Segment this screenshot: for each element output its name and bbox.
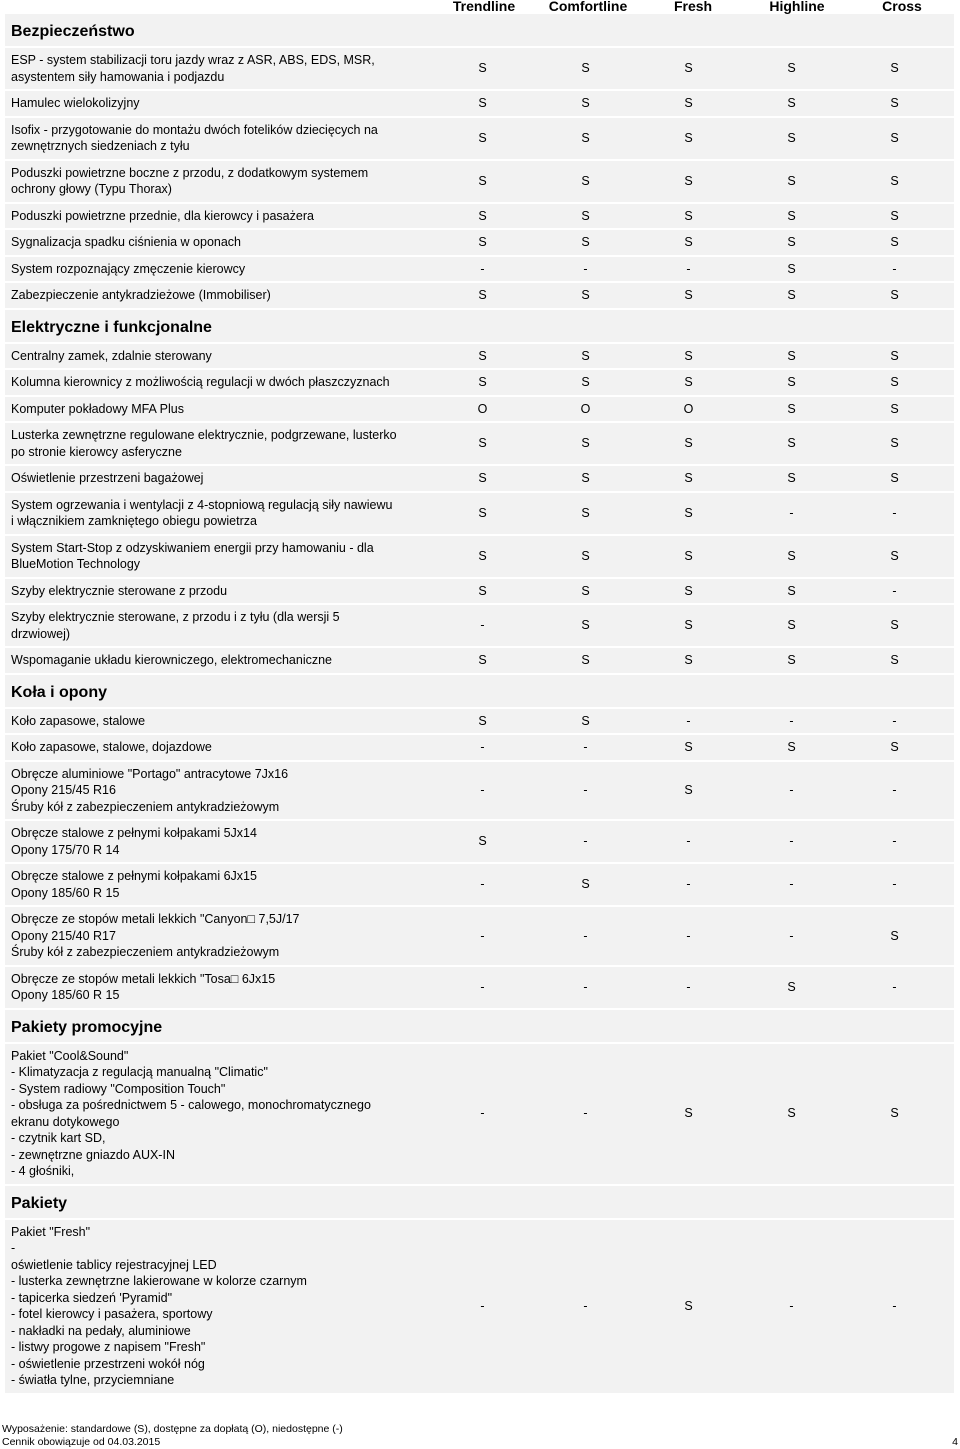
availability-value: - [583, 1298, 588, 1313]
availability-value: S [684, 348, 693, 363]
availability-value: S [787, 548, 796, 563]
availability-value: S [478, 375, 487, 389]
table-row [5, 91, 954, 116]
availability-value: - [892, 713, 897, 728]
table-row [5, 344, 954, 369]
availability-value: S [581, 208, 590, 223]
table-row [5, 821, 954, 862]
column-fresh: Fresh [673, 0, 713, 14]
availability-value: S [890, 375, 899, 389]
availability-cells [431, 536, 954, 577]
availability-cells [431, 257, 954, 282]
feature-label: Obręcze stalowe z pełnymi kołpakami 5Jx14 Opony 175/70 R 14 [11, 826, 257, 857]
availability-value: - [789, 505, 794, 520]
availability-value: S [581, 436, 590, 451]
availability-value: S [581, 235, 590, 249]
availability-value: S [581, 471, 590, 485]
availability-value: - [892, 583, 897, 598]
feature-label: Pakiet "Cool&Sound" - Klimatyzacja z regulacją manualną "Climatic" - System radiowy "Composition Touch" - obsługa za pośrednictwem 5 - calowego, monochromatycznego ekranu dotykowego - czytnik kart SD, - zewnętrzne gniazdo AUX-IN - 4 głośniki, [11, 1048, 371, 1178]
availability-value: S [581, 505, 590, 520]
availability-value: - [480, 979, 485, 994]
availability-value: S [478, 348, 487, 363]
table-row [5, 466, 954, 491]
availability-value: - [892, 1298, 897, 1313]
availability-value: - [480, 740, 485, 754]
availability-value: S [787, 96, 796, 110]
legend-note: Wyposażenie: standardowe (S), dostępne za dopłatą (O), niedostępne (-) [2, 1423, 343, 1435]
availability-value: S [890, 401, 899, 416]
feature-label: Pakiet "Fresh" - oświetlenie tablicy rejestracyjnej LED - lusterka zewnętrzne lakierowane w kolorze czarnym - tapicerka siedzeń 'Pyramid" - fotel kierowcy i pasażera, sportowy - nakładki na pedały, aluminiowe - listwy progowe z napisem "Fresh" - oświetlenie przestrzeni wokół nóg - światła tylne, przyciemniane [11, 1224, 307, 1387]
availability-value: S [684, 505, 693, 520]
availability-value: S [478, 653, 487, 667]
availability-cells [431, 397, 954, 422]
availability-value: S [581, 375, 590, 389]
availability-value: S [684, 740, 693, 754]
feature-label: Obręcze aluminiowe "Portago" antracytowe 7Jx16 Opony 215/45 R16 Śruby kół z zabezpieczeniem antykradzieżowym [11, 766, 289, 814]
feature-label: System Start-Stop z odzyskiwaniem energii przy hamowaniu - dla BlueMotion Technology [11, 540, 374, 571]
availability-value: O [477, 401, 488, 416]
availability-value: S [787, 1106, 796, 1121]
availability-cells [431, 283, 954, 308]
availability-cells [431, 204, 954, 229]
availability-value: S [787, 173, 796, 188]
column-cross: Cross [882, 0, 922, 14]
availability-cells [431, 864, 954, 905]
table-row [5, 283, 954, 308]
table-row [5, 48, 954, 89]
feature-label: Szyby elektrycznie sterowane z przodu [11, 583, 228, 598]
feature-label: Centralny zamek, zdalnie sterowany [11, 348, 212, 363]
availability-value: S [581, 548, 590, 563]
table-row [5, 735, 954, 760]
availability-value: - [686, 834, 691, 849]
availability-value: - [789, 877, 794, 892]
table-row [5, 423, 954, 464]
availability-value: - [686, 261, 691, 276]
table-row [5, 397, 954, 422]
availability-value: S [787, 235, 796, 249]
feature-label: System ogrzewania i wentylacji z 4-stopniową regulacją siły nawiewu i włącznikiem zamkniętego obiegu powietrza [11, 497, 393, 528]
feature-label: System rozpoznający zmęczenie kierowcy [11, 261, 246, 276]
price-date: Cennik obowiązuje od 04.03.2015 [2, 1436, 161, 1448]
availability-value: - [480, 783, 485, 797]
availability-value: - [480, 1106, 485, 1121]
equipment-table [5, 14, 954, 1395]
availability-value: S [581, 61, 590, 76]
availability-value: S [478, 235, 487, 249]
availability-value: S [581, 653, 590, 667]
feature-label: Komputer pokładowy MFA Plus [11, 401, 184, 416]
availability-value: S [890, 288, 899, 302]
feature-label: Koło zapasowe, stalowe, dojazdowe [11, 740, 212, 754]
availability-value: S [787, 740, 796, 754]
availability-value: - [480, 618, 485, 633]
availability-value: - [789, 1298, 794, 1313]
availability-value: S [787, 471, 796, 485]
availability-value: - [480, 1298, 485, 1313]
availability-value: S [890, 348, 899, 363]
table-row [5, 579, 954, 604]
availability-cells [431, 907, 954, 965]
availability-value: S [890, 1106, 899, 1121]
availability-value: S [890, 96, 899, 110]
availability-cells [431, 161, 954, 202]
availability-value: - [686, 979, 691, 994]
availability-value: S [478, 208, 487, 223]
availability-value: S [890, 436, 899, 451]
availability-value: S [890, 173, 899, 188]
table-row [5, 230, 954, 255]
availability-value: S [478, 96, 487, 110]
feature-label: Lusterka zewnętrzne regulowane elektrycznie, podgrzewane, lusterko po stronie kierowcy asferyczne [11, 428, 397, 459]
availability-value: - [892, 261, 897, 276]
availability-cells [431, 493, 954, 534]
availability-value: S [684, 653, 693, 667]
footer [2, 1423, 960, 1449]
availability-value: - [480, 928, 485, 943]
availability-value: S [581, 96, 590, 110]
availability-value: S [684, 375, 693, 389]
availability-value: S [890, 471, 899, 485]
availability-value: S [890, 618, 899, 633]
availability-value: S [787, 618, 796, 633]
availability-value: S [890, 740, 899, 754]
availability-value: S [684, 783, 693, 797]
availability-value: S [478, 505, 487, 520]
feature-label: Poduszki powietrzne przednie, dla kierowcy i pasażera [11, 208, 314, 223]
section-title: Bezpieczeństwo [5, 14, 954, 46]
availability-value: S [684, 96, 693, 110]
availability-value: S [581, 618, 590, 633]
availability-value: S [787, 979, 796, 994]
table-row [5, 648, 954, 673]
availability-value: - [686, 713, 691, 728]
availability-value: - [892, 877, 897, 892]
availability-cells [431, 48, 954, 89]
availability-cells [431, 735, 954, 760]
availability-value: - [892, 783, 897, 797]
availability-value: S [684, 1298, 693, 1313]
availability-value: - [583, 928, 588, 943]
table-row [5, 536, 954, 577]
availability-cells [431, 230, 954, 255]
availability-value: - [583, 834, 588, 849]
availability-cells [431, 1044, 954, 1184]
availability-value: S [787, 348, 796, 363]
availability-cells [431, 344, 954, 369]
availability-value: S [684, 130, 693, 145]
availability-cells [431, 762, 954, 820]
availability-value: S [787, 261, 796, 276]
availability-value: S [581, 288, 590, 302]
availability-value: - [892, 979, 897, 994]
feature-label: Obręcze stalowe z pełnymi kołpakami 6Jx15 Opony 185/60 R 15 [11, 869, 257, 900]
availability-cells [431, 370, 954, 395]
availability-value: S [787, 436, 796, 451]
availability-value: - [789, 928, 794, 943]
availability-cells [431, 118, 954, 159]
availability-value: - [686, 877, 691, 892]
availability-value: S [890, 548, 899, 563]
availability-value: - [583, 740, 588, 754]
table-row [5, 161, 954, 202]
availability-value: - [583, 1106, 588, 1121]
table-row [5, 370, 954, 395]
availability-value: S [478, 173, 487, 188]
availability-cells [431, 605, 954, 646]
availability-value: S [478, 61, 487, 76]
table-row [5, 493, 954, 534]
availability-cells [431, 821, 954, 862]
availability-value: S [478, 288, 487, 302]
feature-label: Isofix - przygotowanie do montażu dwóch fotelików dziecięcych na zewnętrznych siedzeniach z tyłu [11, 122, 378, 153]
availability-value: S [581, 713, 590, 728]
feature-label: Zabezpieczenie antykradzieżowe (Immobiliser) [11, 288, 271, 302]
feature-label: Koło zapasowe, stalowe [11, 713, 146, 728]
table-row [5, 907, 954, 965]
availability-value: S [581, 583, 590, 598]
availability-value: S [684, 471, 693, 485]
feature-label: Szyby elektrycznie sterowane, z przodu i z tyłu (dla wersji 5 drzwiowej) [11, 610, 340, 641]
availability-value: S [890, 928, 899, 943]
availability-value: S [581, 130, 590, 145]
feature-label: Obręcze ze stopów metali lekkich "Tosa□ 6Jx15 Opony 185/60 R 15 [11, 971, 276, 1002]
availability-value: S [787, 288, 796, 302]
availability-value: S [684, 618, 693, 633]
table-row [5, 1044, 954, 1184]
table-row [5, 709, 954, 734]
availability-value: S [890, 208, 899, 223]
availability-value: S [478, 713, 487, 728]
availability-value: S [787, 583, 796, 598]
feature-label: Oświetlenie przestrzeni bagażowej [11, 471, 204, 485]
feature-label: Obręcze ze stopów metali lekkich "Canyon□ 7,5J/17 Opony 215/40 R17 Śruby kół z zabezpieczeniem antykradzieżowym [11, 912, 300, 959]
availability-value: - [789, 783, 794, 797]
availability-value: - [583, 979, 588, 994]
table-row [5, 864, 954, 905]
availability-value: - [480, 261, 485, 276]
availability-cells [431, 579, 954, 604]
availability-value: - [583, 261, 588, 276]
availability-value: S [787, 401, 796, 416]
availability-cells [431, 709, 954, 734]
section-title: Pakiety promocyjne [5, 1010, 954, 1042]
table-row [5, 1220, 954, 1393]
column-header [0, 0, 960, 14]
availability-cells [431, 466, 954, 491]
feature-label: ESP - system stabilizacji toru jazdy wraz z ASR, ABS, EDS, MSR, asystentem siły hamowania i podjazdu [11, 53, 375, 84]
table-row [5, 204, 954, 229]
availability-value: S [684, 436, 693, 451]
availability-value: S [478, 834, 487, 849]
availability-value: - [480, 877, 485, 892]
availability-value: S [684, 548, 693, 563]
availability-value: S [684, 288, 693, 302]
column-comfortline: Comfortline [548, 0, 628, 14]
availability-value: S [478, 583, 487, 598]
availability-cells [431, 1220, 954, 1393]
feature-label: Poduszki powietrzne boczne z przodu, z dodatkowym systemem ochrony głowy (Typu Thorax) [11, 165, 369, 196]
table-row [5, 605, 954, 646]
availability-value: - [789, 834, 794, 849]
availability-cells [431, 423, 954, 464]
table-row [5, 118, 954, 159]
availability-value: S [581, 173, 590, 188]
availability-value: O [580, 401, 591, 416]
availability-value: S [581, 348, 590, 363]
availability-value: S [684, 173, 693, 188]
availability-value: S [478, 436, 487, 451]
availability-value: S [684, 1106, 693, 1121]
availability-value: S [787, 653, 796, 667]
availability-value: S [684, 208, 693, 223]
page-number: 4 [952, 1436, 958, 1448]
availability-cells [431, 648, 954, 673]
section-title: Pakiety [5, 1186, 954, 1218]
section-title: Elektryczne i funkcjonalne [5, 310, 954, 342]
availability-value: S [684, 583, 693, 598]
availability-value: S [890, 61, 899, 76]
availability-value: S [478, 548, 487, 563]
availability-value: S [581, 877, 590, 892]
feature-label: Sygnalizacja spadku ciśnienia w oponach [11, 235, 242, 249]
availability-value: S [890, 235, 899, 249]
section-title: Koła i opony [5, 675, 954, 707]
availability-value: S [890, 653, 899, 667]
availability-value: S [890, 130, 899, 145]
feature-label: Hamulec wielokolizyjny [11, 96, 140, 110]
feature-label: Wspomaganie układu kierowniczego, elektromechaniczne [11, 653, 333, 667]
availability-value: S [684, 61, 693, 76]
table-row [5, 257, 954, 282]
availability-value: - [583, 783, 588, 797]
availability-value: - [892, 505, 897, 520]
availability-value: S [478, 130, 487, 145]
column-highline: Highline [769, 0, 825, 14]
column-trendline: Trendline [452, 0, 516, 14]
availability-value: - [892, 834, 897, 849]
table-row [5, 762, 954, 820]
availability-value: S [787, 61, 796, 76]
availability-value: S [478, 471, 487, 485]
table-row [5, 967, 954, 1008]
feature-label: Kolumna kierownicy z możliwością regulacji w dwóch płaszczyznach [11, 375, 390, 389]
availability-value: - [789, 713, 794, 728]
availability-value: S [787, 130, 796, 145]
availability-value: S [787, 375, 796, 389]
availability-value: S [787, 208, 796, 223]
availability-value: S [684, 235, 693, 249]
availability-value: - [686, 928, 691, 943]
availability-cells [431, 967, 954, 1008]
availability-cells [431, 91, 954, 116]
availability-value: O [683, 401, 694, 416]
